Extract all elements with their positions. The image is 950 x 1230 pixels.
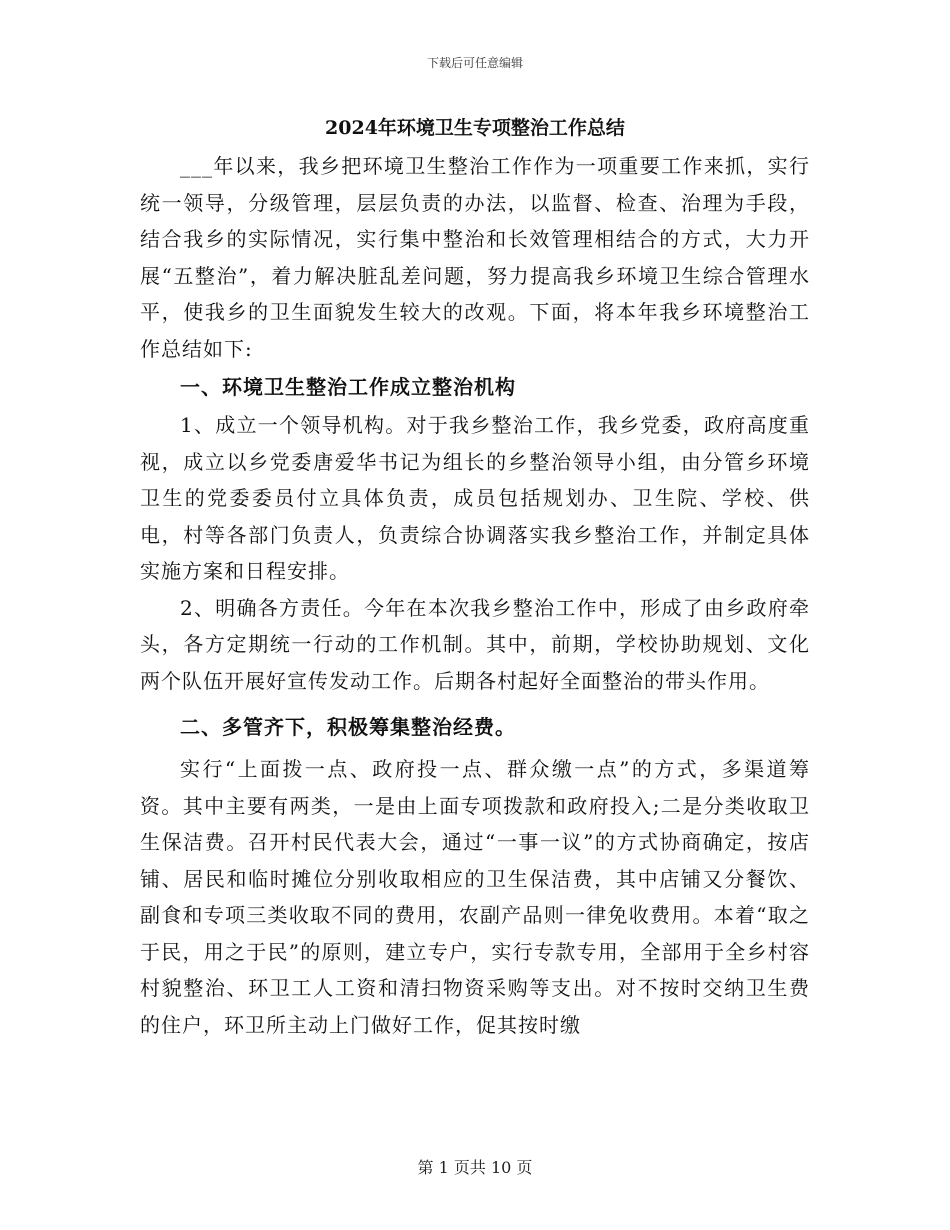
document-title: 2024年环境卫生专项整治工作总结	[325, 117, 625, 139]
section-2-paragraph-1: 实行“上面拨一点、政府投一点、群众缴一点”的方式，多渠道筹资。其中主要有两类，一是由上面专项拨款和政府投入;二是分类收取卫生保洁费。召开村民代表大会，通过“一事一议”的方式协商确定，按店铺、居民和临时摊位分别收取相应的卫生保洁费，其中店铺又分餐饮、副食和专项三类收取不同的费用，农副产品则一律免收费用。本着“取之于民，用之于民”的原则，建立专户，实行专款专用，全部用于全乡村容村貌整治、环卫工人工资和清扫物资采购等支出。对不按时交纳卫生费的住户，环卫所主动上门做好工作，促其按时缴	[140, 757, 810, 1037]
section-1-paragraph-1: 1、成立一个领导机构。对于我乡整治工作，我乡党委，政府高度重视，成立以乡党委唐爱华书记为组长的乡整治领导小组，由分管乡环境卫生的党委委员付立具体负责，成员包括规划办、卫生院、学校、供电，村等各部门负责人，负责综合协调落实我乡整治工作，并制定具体实施方案和日程安排。	[140, 413, 810, 583]
intro-paragraph: ___年以来，我乡把环境卫生整治工作作为一项重要工作来抓，实行统一领导，分级管理，层层负责的办法，以监督、检查、治理为手段，结合我乡的实际情况，实行集中整治和长效管理相结合的方式，大力开展“五整治”，着力解决脏乱差问题，努力提高我乡环境卫生综合管理水平，使我乡的卫生面貌发生较大的改观。下面，将本年我乡环境整治工作总结如下:	[140, 154, 810, 361]
section-1-paragraph-2: 2、明确各方责任。今年在本次我乡整治工作中，形成了由乡政府牵头，各方定期统一行动的工作机制。其中，前期，学校协助规划、文化两个队伍开展好宣传发动工作。后期各村起好全面整治的带头作用。	[140, 595, 810, 693]
section-2-heading: 二、多管齐下，积极筹集整治经费。	[180, 715, 516, 739]
page-header-note: 下载后可任意编辑	[426, 56, 523, 70]
page-footer-pagination: 第 1 页共 10 页	[417, 1158, 533, 1177]
document-body	[140, 108, 810, 1043]
section-1-heading: 一、环境卫生整治工作成立整治机构	[180, 375, 516, 399]
